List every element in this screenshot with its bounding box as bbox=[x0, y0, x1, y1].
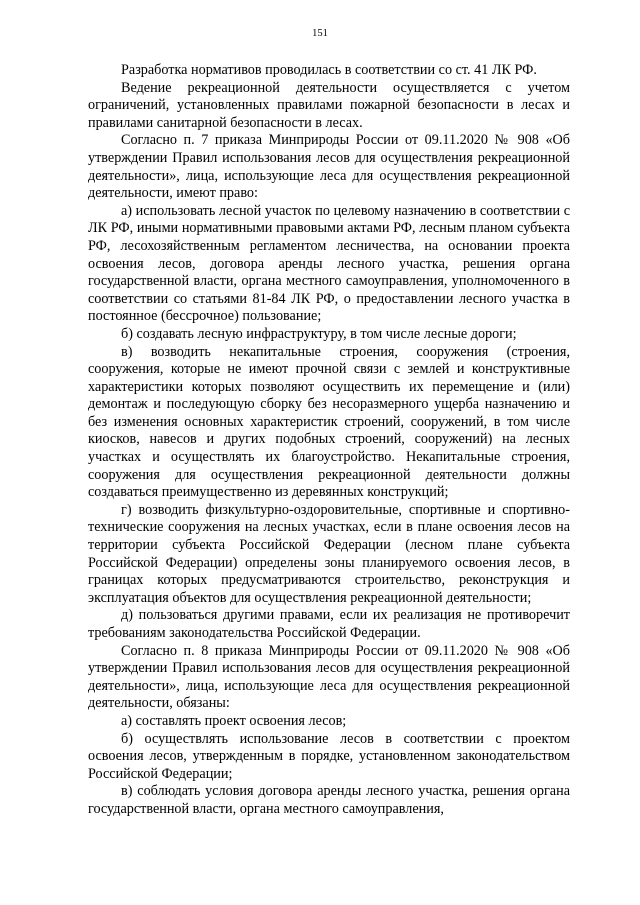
page-body bbox=[88, 62, 570, 819]
paragraph-obligations-intro: Согласно п. 8 приказа Минприроды России от 09.11.2020 № 908 «Об утверждении Правил использования лесов для осуществления рекреационной деятельности», лица, использующие леса для осуществления рекреационной деятельности, обязаны: bbox=[88, 642, 570, 712]
list-item-right-b: б) создавать лесную инфраструктуру, в том числе лесные дороги; bbox=[121, 325, 517, 342]
list-item-right-g: г) возводить физкультурно-оздоровительные, спортивные и спортивно-технические сооружения на лесных участках, если в плане освоения лесов на территории субъекта Российской Федерации (лесном плане субъекта Российской Федерации) определены зоны планируемого освоения лесов, в границах которых предусматриваются строительство, реконструкция и эксплуатация объектов для осуществления рекреационной деятельности; bbox=[88, 501, 570, 606]
list-item-right-d: д) пользоваться другими правами, если их реализация не противоречит требованиям законодательства Российской Федерации. bbox=[88, 607, 570, 641]
list-item-right-a: а) использовать лесной участок по целевому назначению в соответствии с ЛК РФ, иными нормативными правовыми актами РФ, лесным планом субъекта РФ, лесохозяйственным регламентом лесничества, на основании проекта освоения лесов, договора аренды лесного участка, решения органа государственной власти, органа местного самоуправления, уполномоченного в соответствии со статьями 81-84 ЛК РФ, о предоставлении лесного участка в постоянное (бессрочное) пользование; bbox=[88, 202, 570, 325]
list-item-obligation-v: в) соблюдать условия договора аренды лесного участка, решения органа государственной власти, органа местного самоуправления, bbox=[88, 783, 570, 817]
paragraph-standards-basis: Разработка нормативов проводилась в соответствии со ст. 41 ЛК РФ. bbox=[121, 62, 537, 78]
paragraph-restrictions: Ведение рекреационной деятельности осуществляется с учетом ограничений, установленных правилами пожарной безопасности в лесах и правилами санитарной безопасности в лесах. bbox=[88, 79, 570, 131]
page-number: 151 bbox=[312, 28, 328, 39]
list-item-obligation-b: б) осуществлять использование лесов в соответствии с проектом освоения лесов, утвержденным в порядке, установленном законодательством Российской Федерации; bbox=[88, 730, 570, 782]
list-item-obligation-a: а) составлять проект освоения лесов; bbox=[121, 712, 347, 729]
list-item-right-v: в) возводить некапитальные строения, сооружения (строения, сооружения, которые не имеют прочной связи с землей и конструктивные характеристики которых позволяют осуществить их перемещение и (или) демонтаж и последующую сборку без несоразмерного ущерба назначению и без изменения основных характеристик строений, сооружений, в том числе киосков, навесов и других подобных строений, сооружений) на лесных участках и осуществлять их благоустройство. Некапитальные строения, сооружения для осуществления рекреационной деятельности должны создаваться преимущественно из деревянных конструкций; bbox=[88, 343, 570, 501]
paragraph-rights-intro: Согласно п. 7 приказа Минприроды России от 09.11.2020 № 908 «Об утверждении Правил использования лесов для осуществления рекреационной деятельности», лица, использующие леса для осуществления рекреационной деятельности, имеют право: bbox=[88, 132, 570, 202]
